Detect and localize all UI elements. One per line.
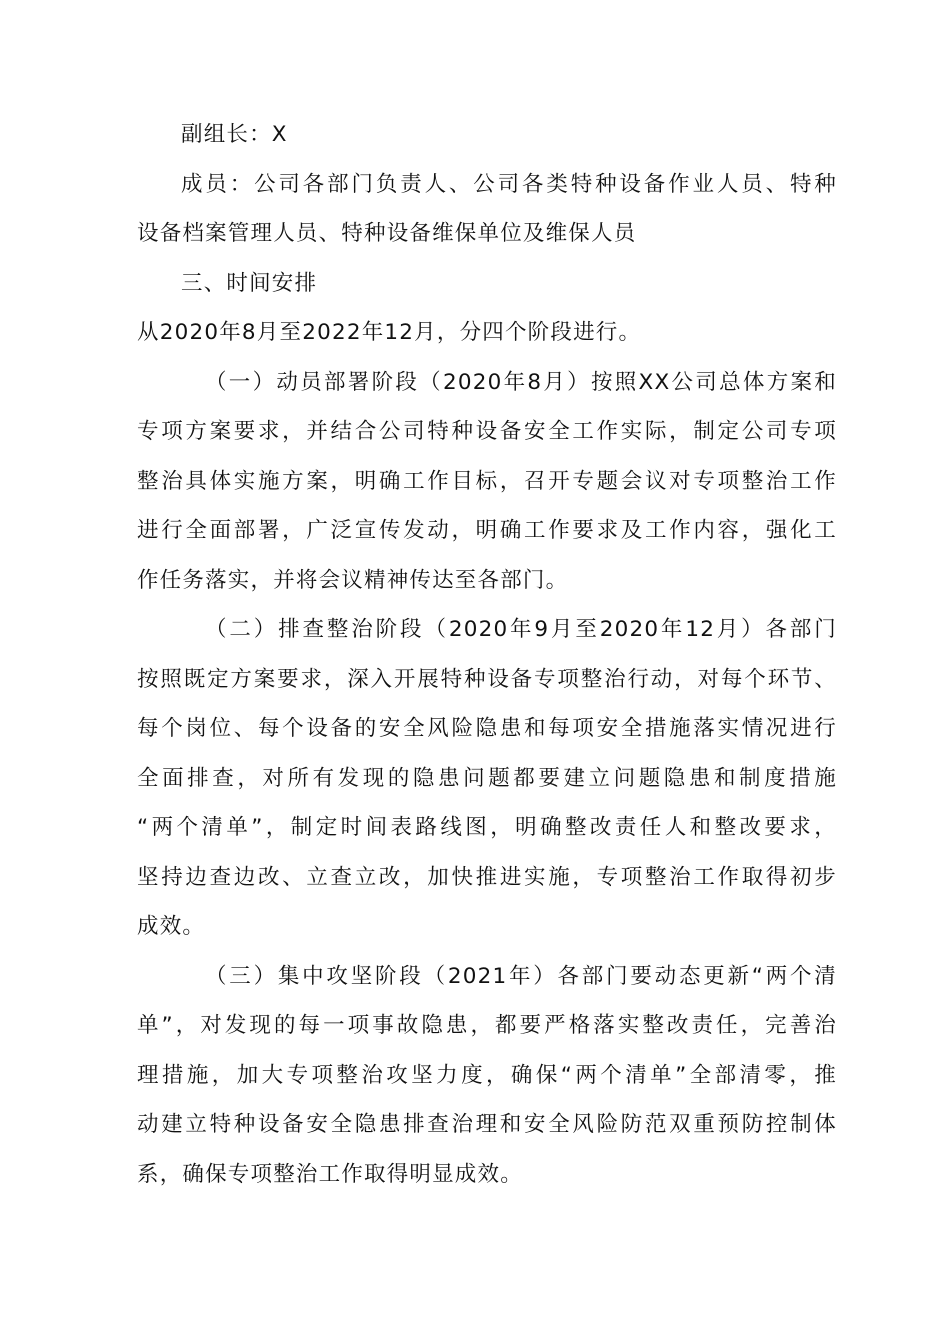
phase-3-text-1: （三）集中攻坚阶段（2021年）各部门要动态更新“两个清 [205, 963, 837, 989]
schedule-intro-text: 从2020年8月至2022年12月，分四个阶段进行。 [137, 320, 642, 345]
phase-3-text-3: 理措施，加大专项整治攻坚力度，确保“两个清单”全部清零，推 [137, 1062, 837, 1088]
phase-3-line-4 [137, 1100, 837, 1150]
phase-3-line-5 [137, 1150, 837, 1200]
phase-2-text-6: 坚持边查边改、立查立改，加快推进实施，专项整治工作取得初步 [137, 864, 837, 890]
phase-1-line-1 [137, 358, 837, 408]
phase-2-text-5: “两个清单”，制定时间表路线图，明确整改责任人和整改要求， [137, 815, 837, 840]
phase-1-text-1: （一）动员部署阶段（2020年8月）按照XX公司总体方案和 [205, 369, 837, 395]
section-heading-schedule [137, 259, 837, 309]
section-heading-text: 三、时间安排 [181, 270, 318, 296]
phase-3-line-2 [137, 1001, 837, 1051]
phase-1-line-5 [137, 556, 837, 606]
document-body [137, 110, 837, 1199]
phase-3-line-3 [137, 1051, 837, 1101]
phase-3-text-2: 单”，对发现的每一项事故隐患，都要严格落实整改责任，完善治 [137, 1013, 837, 1038]
phase-2-line-1 [137, 605, 837, 655]
phase-1-text-3: 整治具体实施方案，明确工作目标，召开专题会议对专项整治工作 [137, 468, 837, 494]
phase-1-line-3 [137, 457, 837, 507]
members-line-2 [137, 209, 837, 259]
phase-1-line-4 [137, 506, 837, 556]
phase-1-text-4: 进行全面部署，广泛宣传发动，明确工作要求及工作内容，强化工 [137, 518, 837, 543]
phase-3-text-5: 系，确保专项整治工作取得明显成效。 [137, 1161, 523, 1187]
phase-2-line-4 [137, 754, 837, 804]
phase-2-line-7 [137, 902, 837, 952]
phase-2-text-7: 成效。 [137, 914, 206, 939]
phase-3-text-4: 动建立特种设备安全隐患排查治理和安全风险防范双重预防控制体 [137, 1112, 837, 1137]
members-text-2: 设备档案管理人员、特种设备维保单位及维保人员 [137, 221, 637, 246]
phase-2-line-6 [137, 853, 837, 903]
phase-2-text-1: （二）排查整治阶段（2020年9月至2020年12月）各部门 [205, 617, 837, 642]
phase-2-text-2: 按照既定方案要求，深入开展特种设备专项整治行动，对每个环节、 [137, 666, 837, 692]
schedule-intro-line [137, 308, 837, 358]
phase-2-line-3 [137, 704, 837, 754]
phase-1-line-2 [137, 407, 837, 457]
deputy-leader-text: 副组长：X [181, 122, 288, 147]
members-line-1 [137, 160, 837, 210]
phase-3-line-1 [137, 952, 837, 1002]
phase-1-text-5: 作任务落实，并将会议精神传达至各部门。 [137, 567, 569, 593]
phase-2-text-4: 全面排查，对所有发现的隐患问题都要建立问题隐患和制度措施 [137, 765, 837, 791]
members-text-1: 成员：公司各部门负责人、公司各类特种设备作业人员、特种 [181, 171, 837, 197]
phase-1-text-2: 专项方案要求，并结合公司特种设备安全工作实际，制定公司专项 [137, 419, 837, 444]
phase-2-text-3: 每个岗位、每个设备的安全风险隐患和每项安全措施落实情况进行 [137, 716, 837, 741]
deputy-leader-line [137, 110, 837, 160]
phase-2-line-5 [137, 803, 837, 853]
phase-2-line-2 [137, 655, 837, 705]
